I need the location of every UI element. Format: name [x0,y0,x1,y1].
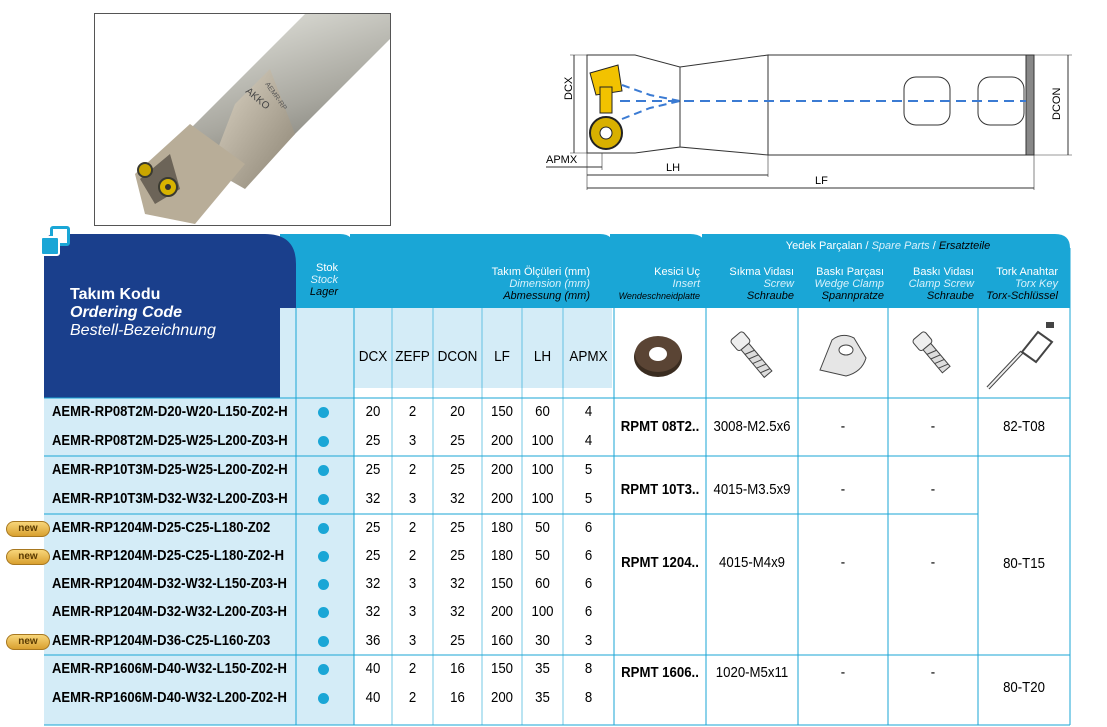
cell-lf: 200 [490,603,514,620]
cell-zefp: 3 [408,603,417,620]
clamp-header-de: Schraube [926,290,974,302]
cell-dcx: 25 [365,519,381,536]
cell-lf: 150 [490,660,514,677]
cell-dcx: 25 [365,432,381,449]
key-header-en: Torx Key [1014,278,1058,290]
spare-header-de: Ersatzteile [938,240,991,252]
stock-indicator [318,494,329,505]
cell-dcon: 32 [450,603,465,620]
cell-zefp: 3 [408,432,417,449]
dim-header-en: Dimension (mm) [509,278,590,290]
insert-header-tr: Kesici Uç [654,266,700,278]
cell-dcon: 25 [450,547,465,564]
stock-indicator [318,607,329,618]
insert-code: RPMT 08T2.. [620,418,700,435]
spare-header-en: Spare Parts [871,240,930,252]
cell-zefp: 3 [408,575,417,592]
clamp-header-tr: Baskı Vidası [913,266,974,278]
ordering-code: AEMR-RP1204M-D36-C25-L160-Z03 [52,633,271,649]
code-header-tr: Takım Kodu [70,286,161,303]
cell-lf: 180 [490,519,514,536]
insert-code: RPMT 1204.. [621,554,699,571]
screw-code: 4015-M3.5x9 [713,481,791,498]
stock-header-en: Stock [310,274,338,286]
screw-header-tr: Sıkma Vidası [729,266,794,278]
cell-zefp: 3 [408,632,417,649]
cell-lh: 35 [535,660,550,677]
insert-code: RPMT 1606.. [621,664,699,681]
dim-header-de: Abmessung (mm) [503,290,590,302]
ordering-code: AEMR-RP10T3M-D25-W25-L200-Z02-H [52,462,288,478]
lf-label: LF [815,175,828,187]
ordering-code: AEMR-RP08T2M-D25-W25-L200-Z03-H [52,433,288,449]
ordering-code: AEMR-RP10T3M-D32-W32-L200-Z03-H [52,491,288,507]
lh-label: LH [666,162,681,174]
clamp-code: - [930,418,936,435]
cell-dcx: 25 [365,547,381,564]
cell-apmx: 5 [584,490,593,507]
cell-lh: 100 [531,603,554,620]
stock-indicator [318,465,329,476]
cell-apmx: 4 [584,432,593,449]
new-badge: new [6,521,50,537]
cell-zefp: 2 [408,689,417,706]
cell-zefp: 2 [408,403,417,420]
cell-dcx: 36 [365,632,381,649]
key-header-de: Torx-Schlüssel [986,290,1058,302]
col-dcx: DCX [358,348,388,365]
col-dcon: DCON [437,348,478,365]
cell-apmx: 6 [584,547,593,564]
cell-lh: 60 [535,575,550,592]
cell-lh: 30 [535,632,550,649]
cell-apmx: 6 [584,603,593,620]
col-zefp: ZEFP [395,348,430,365]
cell-lf: 200 [490,461,514,478]
cell-lh: 100 [531,461,554,478]
cell-apmx: 3 [584,632,593,649]
new-badge: new [6,634,50,650]
ordering-code: AEMR-RP1204M-D32-W32-L150-Z03-H [52,576,287,592]
ordering-code: AEMR-RP1204M-D32-W32-L200-Z03-H [52,604,287,620]
cell-dcon: 20 [450,403,465,420]
cell-zefp: 3 [408,490,417,507]
clamp-code: - [930,554,936,571]
cell-dcx: 20 [365,403,381,420]
cell-lf: 150 [490,575,514,592]
cell-lf: 200 [490,689,514,706]
col-apmx: APMX [569,348,608,365]
ordering-code: AEMR-RP1204M-D25-C25-L180-Z02-H [52,548,285,564]
col-lh: LH [533,348,552,365]
clamp-code: - [930,664,936,681]
cell-lh: 50 [535,519,550,536]
wedge-header-en: Wedge Clamp [814,278,884,290]
torx-key-code: 82-T08 [1003,418,1045,435]
cell-lh: 100 [531,432,554,449]
stock-indicator [318,407,329,418]
wedge-code: - [840,481,846,498]
wedge-code: - [840,418,846,435]
cell-dcon: 32 [450,575,465,592]
cell-lf: 200 [490,432,514,449]
insert-header-de: Wendeschneidplatte [618,291,700,301]
cell-apmx: 8 [584,660,593,677]
code-header-de: Bestell-Bezeichnung [70,322,216,339]
cell-lh: 60 [535,403,550,420]
insert-code: RPMT 10T3.. [620,481,700,498]
screw-header-de: Schraube [746,290,794,302]
tool-marking: AEMR-RP [263,81,288,112]
stock-indicator [318,579,329,590]
torx-key-code: 80-T15 [1003,555,1045,572]
cell-dcx: 40 [365,689,381,706]
ordering-code: AEMR-RP1606M-D40-W32-L200-Z02-H [52,690,287,706]
wedge-code: - [840,554,846,571]
wedge-header-tr: Baskı Parçası [816,266,884,278]
stock-indicator [318,551,329,562]
cell-lf: 150 [490,403,514,420]
cell-apmx: 4 [584,403,593,420]
torx-key-code: 80-T20 [1003,679,1045,696]
insert-header-en: Insert [672,278,700,290]
cell-dcx: 32 [365,603,381,620]
cell-zefp: 2 [408,519,417,536]
cell-dcx: 32 [365,490,381,507]
cell-dcx: 40 [365,660,381,677]
cell-lh: 100 [531,490,554,507]
clamp-code: - [930,481,936,498]
wedge-code: - [840,664,846,681]
ordering-code: AEMR-RP1606M-D40-W32-L150-Z02-H [52,661,287,677]
cell-lf: 180 [490,547,514,564]
new-badge: new [6,549,50,565]
cell-zefp: 2 [408,660,417,677]
screw-code: 4015-M4x9 [718,554,786,571]
col-lf: LF [494,348,510,365]
stock-indicator [318,664,329,675]
screw-code: 1020-M5x11 [715,664,789,681]
cell-zefp: 2 [408,547,417,564]
code-header-en: Ordering Code [70,304,183,321]
cell-zefp: 2 [408,461,417,478]
stock-header-tr: Stok [315,262,338,274]
cell-dcx: 32 [365,575,381,592]
screw-header-en: Screw [763,278,794,290]
stock-indicator [318,436,329,447]
stock-indicator [318,523,329,534]
cell-dcon: 16 [450,689,465,706]
spare-parts-header: Yedek Parçalan / Spare Parts / Ersatzteile [785,240,991,252]
ordering-code: AEMR-RP08T2M-D20-W20-L150-Z02-H [52,404,288,420]
cell-dcon: 25 [450,432,465,449]
cell-dcon: 25 [450,632,465,649]
cell-lf: 160 [490,632,514,649]
ordering-code: AEMR-RP1204M-D25-C25-L180-Z02 [52,520,271,536]
key-header-tr: Tork Anahtar [996,266,1058,278]
cell-lf: 200 [490,490,514,507]
cell-dcon: 16 [450,660,465,677]
wedge-header-de: Spannpratze [821,290,884,302]
stock-header-de: Lager [309,286,338,298]
clamp-header-en: Clamp Screw [908,278,974,290]
cell-apmx: 6 [584,519,593,536]
spare-header-tr: Yedek Parçalan [785,240,863,252]
cell-apmx: 8 [584,689,593,706]
dcx-label: DCX [563,76,575,100]
dim-header-tr: Takım Ölçüleri (mm) [491,266,590,278]
cell-lh: 35 [535,689,550,706]
cell-apmx: 5 [584,461,593,478]
cell-apmx: 6 [584,575,593,592]
cell-dcon: 25 [450,519,465,536]
cell-dcon: 25 [450,461,465,478]
stock-indicator [318,693,329,704]
apmx-label: APMX [546,154,578,166]
cell-dcx: 25 [365,461,381,478]
screw-code: 3008-M2.5x6 [713,418,791,435]
brand-mark: AKKO [243,85,272,113]
cell-dcon: 32 [450,490,465,507]
dcon-label: DCON [1051,87,1063,120]
stock-indicator [318,636,329,647]
cell-lh: 50 [535,547,550,564]
